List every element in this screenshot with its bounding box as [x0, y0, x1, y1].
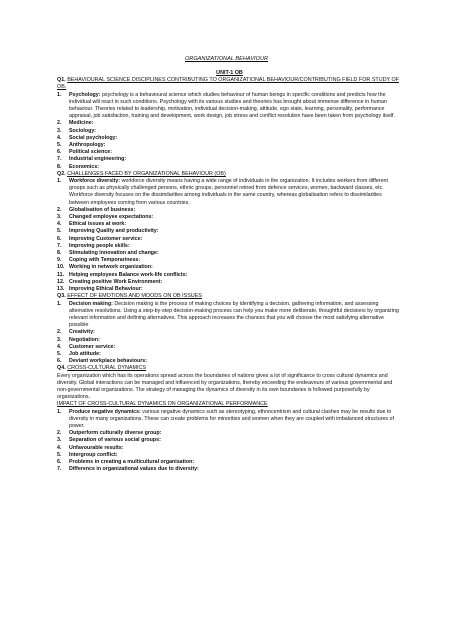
- list-item-label: Creating positive Work Environment:: [69, 278, 163, 285]
- question-title: BEHAVIOURAL SCIENCE DISCIPLINES CONTRIBUTING TO ORGANIZATIONAL BEHAVIOUR/CONTRIBUTING FIELD FOR STUDY OF OB.: [57, 77, 399, 91]
- list-item: [57, 445, 402, 452]
- list-item-body: [69, 272, 402, 279]
- list-item: [57, 135, 402, 142]
- question-title: EFFECT OF EMOTIONS AND MOODS ON OB ISSUES: [67, 293, 202, 300]
- list-item: [57, 257, 402, 264]
- list-item: [57, 279, 402, 286]
- list-item: [57, 272, 402, 279]
- list-item-body: [69, 92, 402, 121]
- list-item-body: [69, 337, 402, 344]
- list-item: [57, 92, 402, 121]
- q3-list: [57, 301, 402, 366]
- list-item-label: Creativity:: [69, 329, 95, 336]
- list-item: [57, 142, 402, 149]
- list-item-label: Deviant workplace behaviours:: [69, 358, 148, 365]
- list-item-number: 7.: [57, 242, 62, 249]
- list-item-number: 5.: [57, 350, 62, 357]
- document-content: [57, 70, 402, 473]
- list-item-number: 12.: [57, 278, 65, 285]
- list-item-label: Unfavourable results:: [69, 444, 124, 451]
- list-item-label: Negotiation:: [69, 336, 100, 343]
- list-item-label: Working in network organization:: [69, 264, 153, 271]
- list-item-label: Changed employee expectations:: [69, 214, 154, 221]
- list-item-body: [69, 445, 402, 452]
- q1-list: [57, 92, 402, 171]
- list-item-body: [69, 250, 402, 257]
- list-item-label: Separation of various social groups:: [69, 437, 161, 444]
- list-item-body: [69, 466, 402, 473]
- list-item-body: [69, 409, 402, 431]
- list-item: [57, 128, 402, 135]
- list-item-number: 2.: [57, 206, 62, 213]
- list-item-text: workforce diversity means having a wide range of individuals in the organization. It includes workers from different groups such as physically challenged persons, ethnic groups, personnel retired from defence services, women, backward classes, etc. Workforce diversity focuses on the dissimilarities among individuals in the same country, whereas globalisation refers to dissimilarities between employees coming from various countries.: [69, 178, 388, 206]
- list-item-number: 9.: [57, 257, 62, 264]
- list-item-label: Decision making:: [69, 300, 113, 307]
- question-heading: [57, 293, 402, 300]
- list-item: [57, 337, 402, 344]
- question-heading: [57, 365, 402, 372]
- list-item-body: [69, 351, 402, 358]
- list-item-number: 2.: [57, 430, 62, 437]
- list-item-number: 6.: [57, 149, 62, 156]
- list-item: [57, 156, 402, 163]
- list-item: [57, 243, 402, 250]
- list-item: [57, 351, 402, 358]
- list-item-text: various negative dynamics such as stereotyping, ethnocentrism and cultural clashes may be results due to diversity in many organizations. These can create problems for minorities and women when they are coupled with imbalanced structures of power.: [69, 408, 394, 429]
- list-item: [57, 452, 402, 459]
- list-item-body: [69, 156, 402, 163]
- list-item: [57, 236, 402, 243]
- list-item-number: 1.: [57, 91, 62, 98]
- list-item-body: [69, 128, 402, 135]
- list-item-number: 3.: [57, 127, 62, 134]
- list-item: [57, 409, 402, 431]
- list-item: [57, 286, 402, 293]
- q4-list: [57, 409, 402, 474]
- list-item-body: [69, 135, 402, 142]
- list-item-number: 6.: [57, 358, 62, 365]
- list-item: [57, 466, 402, 473]
- list-item-number: 2.: [57, 329, 62, 336]
- list-item-body: [69, 236, 402, 243]
- list-item: [57, 221, 402, 228]
- list-item-body: [69, 437, 402, 444]
- list-item-body: [69, 301, 402, 330]
- list-item-label: Sociology:: [69, 127, 97, 134]
- list-item: [57, 437, 402, 444]
- question-heading: [57, 77, 402, 91]
- list-item-label: Economics:: [69, 163, 100, 170]
- list-item-body: [69, 214, 402, 221]
- list-item-number: 11.: [57, 271, 65, 278]
- list-item-number: 5.: [57, 228, 62, 235]
- list-item-label: Medicine:: [69, 120, 94, 127]
- list-item-text: Decision making is the process of making choices by identifying a decision, gathering information, and assessing alternative resolutions. Using a step-by-step decision-making process can help you make more deliberate, thoughtful decisions by organizing relevant information and defining alternatives. This approach increases the chances that you will choose the most satisfying alternative possible: [69, 300, 399, 329]
- list-item-body: [69, 286, 402, 293]
- list-item-number: 5.: [57, 451, 62, 458]
- list-item-body: [69, 344, 402, 351]
- list-item-body: [69, 120, 402, 127]
- list-item-number: 4.: [57, 444, 62, 451]
- list-item: [57, 301, 402, 330]
- list-item-body: [69, 228, 402, 235]
- list-item-body: [69, 178, 402, 207]
- list-item: [57, 214, 402, 221]
- list-item: [57, 228, 402, 235]
- list-item-body: [69, 459, 402, 466]
- list-item-number: 6.: [57, 235, 62, 242]
- list-item-number: 7.: [57, 156, 62, 163]
- list-item-body: [69, 164, 402, 171]
- list-item-label: Improving Quality and productivity:: [69, 228, 159, 235]
- question-number: Q1.: [57, 77, 66, 84]
- list-item: [57, 178, 402, 207]
- question-heading: [57, 171, 402, 178]
- list-item-label: Coping with Temporariness:: [69, 257, 141, 264]
- q4-paragraph: Every organization which has its operations spread across the boundaries of nations gives a lot of significance to cross cultural dynamics and diversity. Global interactions can be managed and influenced by organizations, thereby exceeding the endeavours of various governmental and non-governmental organizations. The strategy of managing the dynamics of diversity in its own boundaries is followed purposefully by organizations.: [57, 372, 393, 401]
- list-item-label: Stimulating innovation and change:: [69, 250, 159, 257]
- list-item-number: 4.: [57, 221, 62, 228]
- document-title: ORGANIZATIONAL BEHAVIOUR: [184, 56, 269, 62]
- list-item-label: Improving Customer service:: [69, 235, 143, 242]
- list-item: [57, 430, 402, 437]
- list-item-label: Political science:: [69, 149, 112, 156]
- list-item-label: Problems in creating a multicultural organisation:: [69, 458, 195, 465]
- question-title: CROSS-CULTURAL DYNAMICS: [67, 365, 146, 372]
- list-item-label: Job attitude:: [69, 350, 101, 357]
- list-item-label: Ethical issues at work:: [69, 221, 127, 228]
- list-item-body: [69, 430, 402, 437]
- list-item-number: 6.: [57, 458, 62, 465]
- list-item-number: 3.: [57, 336, 62, 343]
- list-item-label: Improving people skills:: [69, 242, 130, 249]
- list-item-label: Customer service:: [69, 343, 116, 350]
- list-item: [57, 344, 402, 351]
- list-item-label: Social psychology:: [69, 134, 118, 141]
- list-item-body: [69, 142, 402, 149]
- list-item-number: 5.: [57, 142, 62, 149]
- list-item-label: Industrial engineering:: [69, 156, 127, 163]
- list-item-number: 8.: [57, 250, 62, 257]
- list-item-label: Helping employees Balance work-life conflicts:: [69, 271, 188, 278]
- list-item-number: 7.: [57, 466, 62, 473]
- list-item-number: 10.: [57, 264, 65, 271]
- list-item-label: Improving Ethical Behaviour:: [69, 286, 143, 293]
- list-item-label: Anthropology:: [69, 142, 106, 149]
- list-item-number: 13.: [57, 286, 65, 293]
- list-item: [57, 250, 402, 257]
- list-item-label: Globalisation of business:: [69, 206, 136, 213]
- list-item: [57, 329, 402, 336]
- list-item-body: [69, 279, 402, 286]
- list-item-body: [69, 264, 402, 271]
- list-item: [57, 207, 402, 214]
- list-item-body: [69, 452, 402, 459]
- list-item-number: 1.: [57, 178, 62, 185]
- list-item-label: Intergroup conflict:: [69, 451, 118, 458]
- list-item-text: psychology is a behavioural science which studies behaviour of human beings in specific conditions and predicts how the individual will react in such conditions. Psychology with its various studies and theories has brought about immense difference in human behaviour. Theories related to leadership, motivation, individual decision-making, attitude, ego state, learning, personality, performance appraisal, job satisfaction, training and development, work design, job stress and conflict resolution have been taken from psychology itself.: [69, 91, 395, 120]
- question-number: Q3.: [57, 293, 66, 300]
- question-number: Q4.: [57, 365, 66, 372]
- list-item-label: Produce negative dynamics:: [69, 408, 141, 415]
- list-item-number: 1.: [57, 408, 62, 415]
- list-item-number: 4.: [57, 343, 62, 350]
- list-item-body: [69, 207, 402, 214]
- list-item-number: 1.: [57, 300, 62, 307]
- question-title: CHALLENGES FACED BY ORGANIZATIONAL BEHAVIOUR (OB): [67, 170, 226, 177]
- list-item: [57, 358, 402, 365]
- list-item: [57, 264, 402, 271]
- question-number: Q2.: [57, 170, 66, 177]
- q4-subheading: IMPACT OF CROSS-CULTURAL DYNAMICS ON ORGANIZATIONAL PERFORMANCE: [57, 401, 268, 408]
- list-item-label: Psychology:: [69, 91, 101, 98]
- list-item-number: 3.: [57, 437, 62, 444]
- unit-title: UNIT-1 OB: [216, 70, 243, 76]
- list-item: [57, 164, 402, 171]
- list-item: [57, 120, 402, 127]
- list-item-number: 8.: [57, 163, 62, 170]
- list-item-label: Outperform culturally diverse group:: [69, 430, 162, 437]
- list-item-number: 2.: [57, 120, 62, 127]
- list-item-label: Workforce diversity:: [69, 178, 121, 185]
- list-item-body: [69, 358, 402, 365]
- list-item-number: 4.: [57, 134, 62, 141]
- list-item-label: Difference in organizational values due to diversity:: [69, 466, 199, 473]
- list-item-number: 3.: [57, 214, 62, 221]
- q2-list: [57, 178, 402, 293]
- list-item-body: [69, 149, 402, 156]
- list-item-body: [69, 329, 402, 336]
- list-item-body: [69, 257, 402, 264]
- list-item: [57, 459, 402, 466]
- list-item-body: [69, 243, 402, 250]
- list-item: [57, 149, 402, 156]
- list-item-body: [69, 221, 402, 228]
